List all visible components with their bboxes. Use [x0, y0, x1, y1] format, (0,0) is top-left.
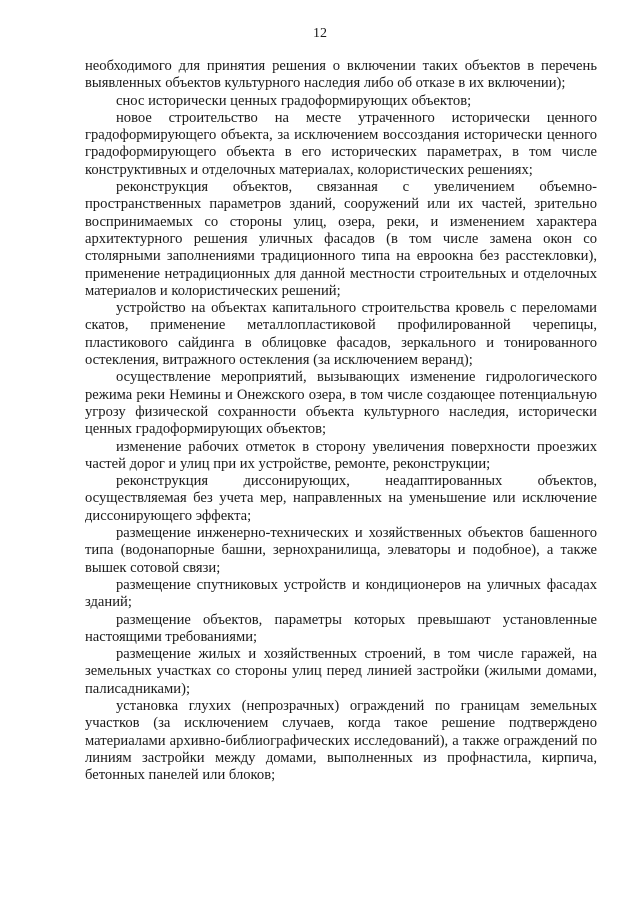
paragraph-road-levels: изменение рабочих отметок в сторону увеличения поверхности проезжих частей дорог и улиц при их устройстве, ремонте, реконструкции; — [85, 438, 597, 472]
paragraph-hydrology: осуществление мероприятий, вызывающих изменение гидрологического режима реки Немины и Онежского озера, в том числе создающее потенциальную угрозу физической сохранности объекта культурного наследия, исторически ценных градоформирующих объектов; — [85, 369, 597, 438]
paragraph-exceeding-parameters: размещение объектов, параметры которых превышают установленные настоящими требованиями; — [85, 611, 597, 645]
paragraph-roofing-materials: устройство на объектах капитального строительства кровель с переломами скатов, применение металлопластиковой профилированной черепицы, пластикового сайдинга в облицовке фасадов, зеркального и тонированного остекления, витражного остекления (за исключением веранд); — [85, 300, 597, 369]
document-body — [85, 58, 597, 784]
paragraph-reconstruction-volume: реконструкция объектов, связанная с увеличением объемно-пространственных параметров зданий, сооружений или их частей, зрительно воспринимаемых со стороны улиц, озера, реки, и изменением характера архитектурного решения уличных фасадов (в том числе замена окон со столярными заполнениями традиционного типа на евроокна без расстекловки), применение нетрадиционных для данной местности строительных и отделочных материалов и колористических решений; — [85, 179, 597, 299]
page-number: 12 — [313, 26, 327, 41]
paragraph-dissonant-reconstruction: реконструкция диссонирующих, неадаптированных объектов, осуществляемая без учета мер, направленных на уменьшение или исключение диссонирующего эффекта; — [85, 473, 597, 524]
paragraph-tower-objects: размещение инженерно-технических и хозяйственных объектов башенного типа (водонапорные башни, зернохранилища, элеваторы и подобное), а также вышек сотовой связи; — [85, 525, 597, 576]
paragraph-demolition: снос исторически ценных градоформирующих объектов; — [116, 92, 472, 109]
paragraph-satellite-ac: размещение спутниковых устройств и кондиционеров на уличных фасадах зданий; — [85, 576, 597, 611]
paragraph-new-construction: новое строительство на месте утраченного исторически ценного градоформирующего объекта, за исключением воссоздания исторически ценного градоформирующего объекта в его исторических параметрах, в том числе конструктивных и отделочных материалах, колористических решениях; — [85, 109, 597, 178]
paragraph-garages: размещение жилых и хозяйственных строений, в том числе гаражей, на земельных участках со стороны улиц перед линией застройки (жилыми домами, палисадниками); — [85, 646, 597, 697]
paragraph-fences: установка глухих (непрозрачных) ограждений по границам земельных участков (за исключением случаев, когда такое решение подтверждено материалами архивно-библиографических исследований), а также ограждений по линиям застройки между домами, выполненных из профнастила, кирпича, бетонных панелей или блоков; — [85, 697, 597, 784]
paragraph-continuation: необходимого для принятия решения о включении таких объектов в перечень выявленных объектов культурного наследия либо об отказе в их включении); — [85, 58, 597, 92]
